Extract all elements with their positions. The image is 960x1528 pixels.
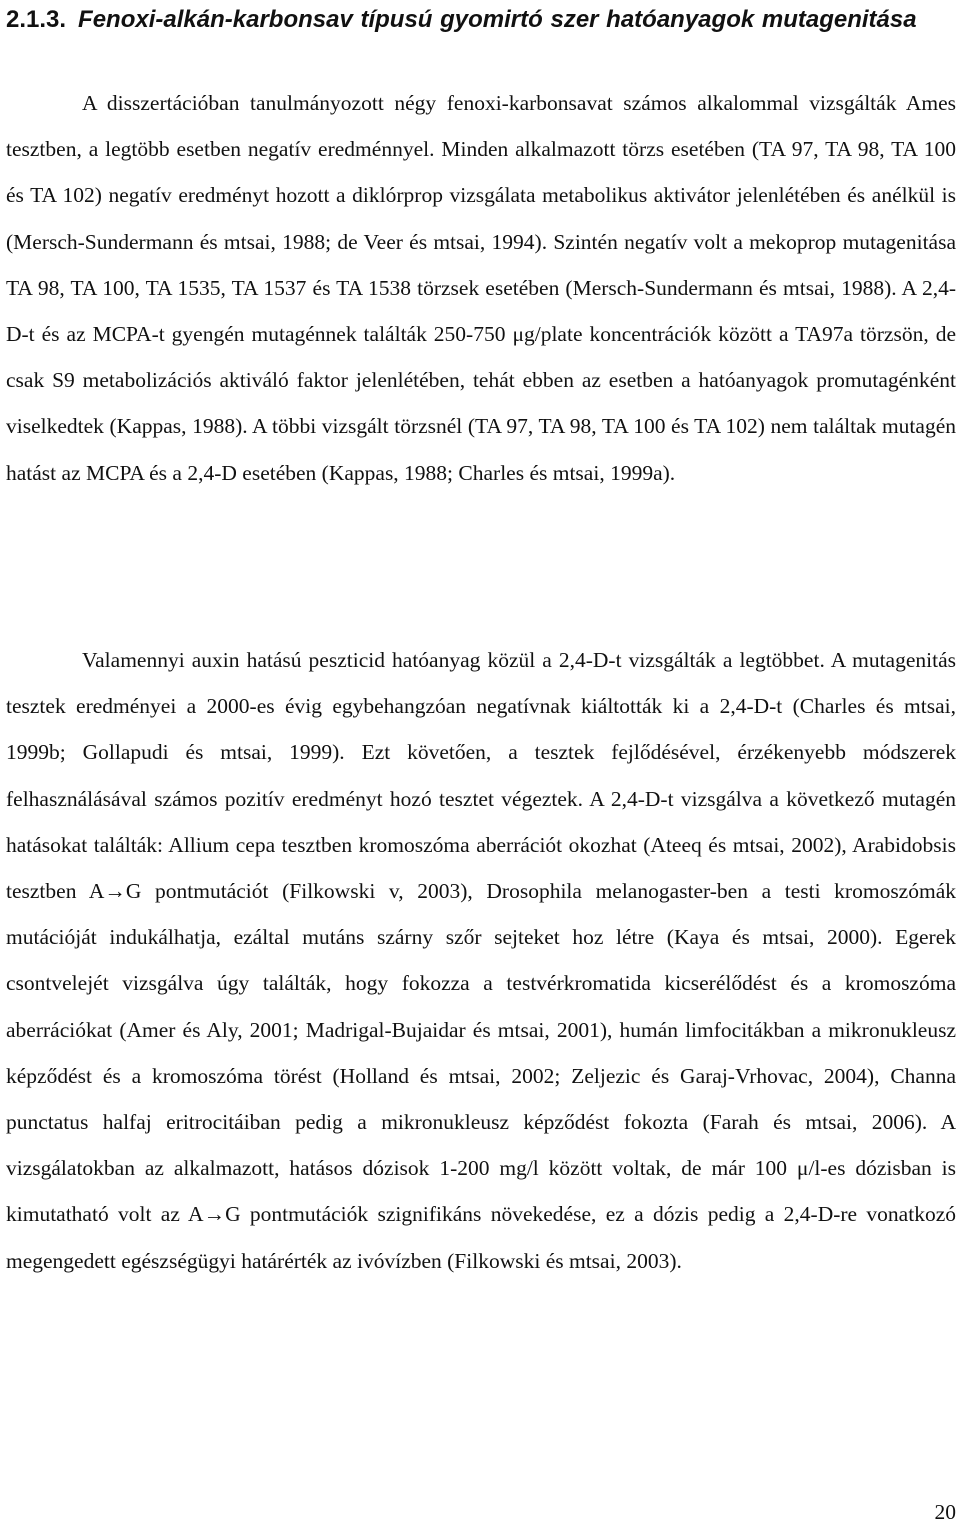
section-heading (6, 0, 956, 40)
section-title: Fenoxi-alkán-karbonsav típusú gyomirtó szer hatóanyagok mutagenitása (78, 6, 917, 33)
page-number: 20 (934, 1500, 956, 1524)
body-paragraph-2: Valamennyi auxin hatású peszticid hatóanyag közül a 2,4-D-t vizsgálták a legtöbbet. A mutagenitás tesztek eredményei a 2000-es évig egybehangzóan negatívnak kiáltották ki a 2,4-D-t (Charles és mtsai, 1999b; Gollapudi és mtsai, 1999). Ezt követően, a tesztek fejlődésével, érzékenyebb módszerek felhasználásával számos pozitív eredményt hozó tesztet végeztek. A 2,4-D-t vizsgálva a következő mutagén hatásokat találták: Allium cepa tesztben kromoszóma aberrációt okozhat (Ateeq és mtsai, 2002), Arabidobsis tesztben A→G pontmutációt (Filkowski v, 2003), Drosophila melanogaster-ben a testi kromoszómák mutációját indukálhatja, ezáltal mutáns szárny szőr sejteket hoz létre (Kaya és mtsai, 2000). Egerek csontvelejét vizsgálva úgy találták, hogy fokozza a testvérkromatida kicserélődést és a kromoszóma aberrációkat (Amer és Aly, 2001; Madrigal-Bujaidar és mtsai, 2001), humán limfocitákban a mikronukleusz képződést és a kromoszóma törést (Holland és mtsai, 2002; Zeljezic és Garaj-Vrhovac, 2004), Channa punctatus halfaj eritrocitáiban pedig a mikronukleusz képződést fokozta (Farah és mtsai, 2006). A vizsgálatokban az alkalmazott, hatásos dózisok 1-200 mg/l között voltak, de már 100 μ/l-es dózisban is kimutatható volt az A→G pontmutációk szignifikáns növekedése, ez a dózis pedig a 2,4-D-re vonatkozó megengedett egészségügyi határérték az ivóvízben (Filkowski és mtsai, 2003). (6, 648, 956, 1273)
body-paragraph-1: A disszertációban tanulmányozott négy fenoxi-karbonsavat számos alkalommal vizsgálták Ames tesztben, a legtöbb esetben negatív eredménnyel. Minden alkalmazott törzs esetében (TA 97, TA 98, TA 100 és TA 102) negatív eredményt hozott a diklórprop vizsgálata metabolikus aktivátor jelenlétében és anélkül is (Mersch-Sundermann és mtsai, 1988; de Veer és mtsai, 1994). Szintén negatív volt a mekoprop mutagenitása TA 98, TA 100, TA 1535, TA 1537 és TA 1538 törzsek esetében (Mersch-Sundermann és mtsai, 1988). A 2,4-D-t és az MCPA-t gyengén mutagénnek találták 250-750 μg/plate koncentrációk között a TA97a törzsön, de csak S9 metabolizációs aktiváló faktor jelenlétében, tehát ebben az esetben a hatóanyagok promutagénként viselkedtek (Kappas, 1988). A többi vizsgált törzsnél (TA 97, TA 98, TA 100 és TA 102) nem találtak mutagén hatást az MCPA és a 2,4-D esetében (Kappas, 1988; Charles és mtsai, 1999a). (6, 91, 956, 485)
section-number: 2.1.3. (6, 6, 67, 33)
